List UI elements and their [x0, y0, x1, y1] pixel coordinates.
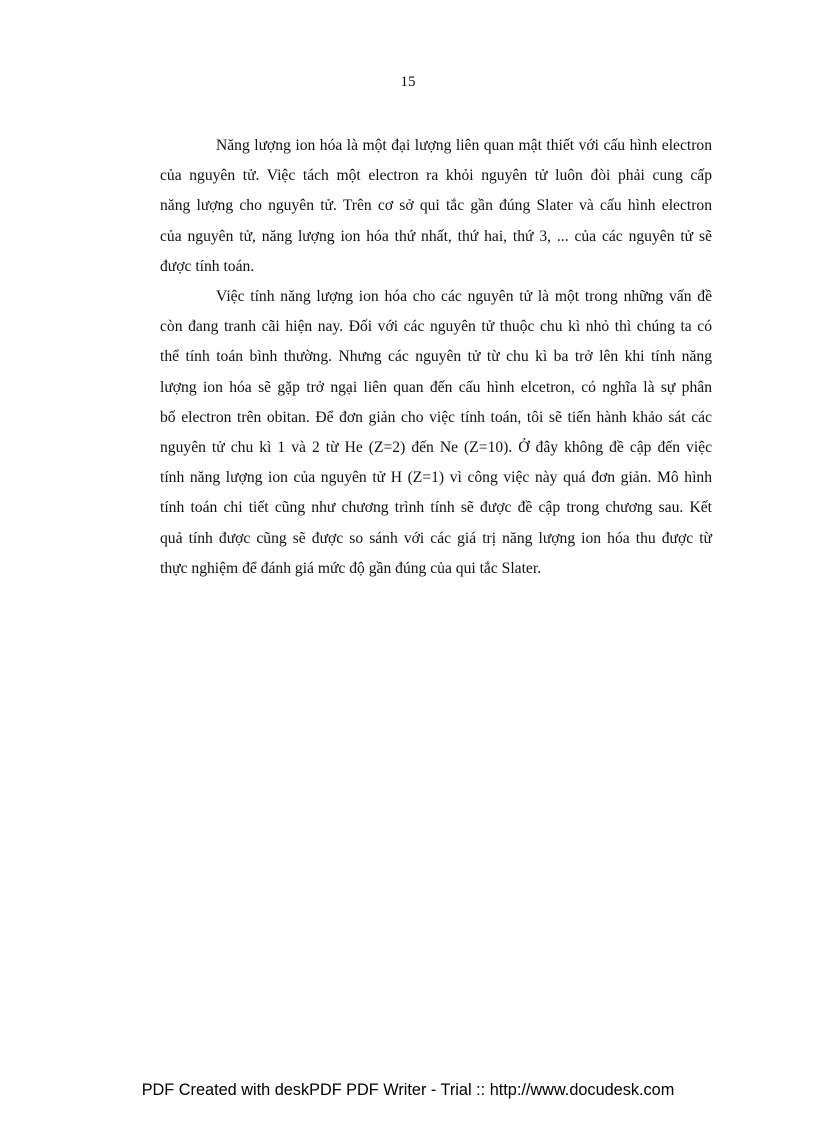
- text-line: của nguyên tử. Việc tách một electron ra khỏi nguyên tử luôn đòi phải cung cấp: [160, 167, 712, 185]
- paragraph-ionization-energy-intro: [160, 131, 712, 282]
- text-line: Việc tính năng lượng ion hóa cho các nguyên tử là một trong những vấn đề: [216, 288, 712, 306]
- text-line: năng lượng cho nguyên tử. Trên cơ sở qui tắc gần đúng Slater và cấu hình electron: [160, 197, 712, 215]
- body-text: [160, 131, 712, 584]
- text-line: quả tính được cũng sẽ được so sánh với các giá trị năng lượng ion hóa thu được từ: [160, 529, 712, 547]
- text-line: thể tính toán bình thường. Nhưng các nguyên tử từ chu kì ba trở lên khi tính năng: [160, 348, 712, 366]
- text-line: Năng lượng ion hóa là một đại lượng liên quan mật thiết với cấu hình electron: [216, 137, 712, 154]
- text-line: thực nghiệm để đánh giá mức độ gần đúng của qui tắc Slater.: [160, 559, 542, 577]
- text-line: được tính toán.: [160, 257, 255, 275]
- text-line: nguyên tử chu kì 1 và 2 từ He (Z=2) đến Ne (Z=10). Ở đây không đề cập đến việc: [160, 439, 712, 457]
- page-number: 15: [400, 74, 416, 90]
- paragraph-calculation-scope: [160, 282, 712, 584]
- text-line: còn đang tranh cãi hiện nay. Đối với các nguyên tử thuộc chu kì nhỏ thì chúng ta có: [160, 318, 712, 336]
- text-line: lượng ion hóa sẽ gặp trở ngại liên quan đến cấu hình elcetron, có nghĩa là sự phân: [160, 378, 712, 396]
- text-line: bố electron trên obitan. Để đơn giản cho việc tính toán, tôi sẽ tiến hành khảo sát các: [160, 408, 712, 426]
- pdf-writer-footer: PDF Created with deskPDF PDF Writer - Trial :: http://www.docudesk.com: [141, 1081, 675, 1099]
- text-line: tính toán chi tiết cũng như chương trình tính sẽ được đề cập trong chương sau. Kết: [160, 499, 712, 517]
- text-line: của nguyên tử, năng lượng ion hóa thứ nhất, thứ hai, thứ 3, ... của các nguyên tử sẽ: [160, 227, 712, 245]
- text-line: tính năng lượng ion của nguyên tử H (Z=1) vì công việc này quá đơn giản. Mô hình: [160, 469, 712, 487]
